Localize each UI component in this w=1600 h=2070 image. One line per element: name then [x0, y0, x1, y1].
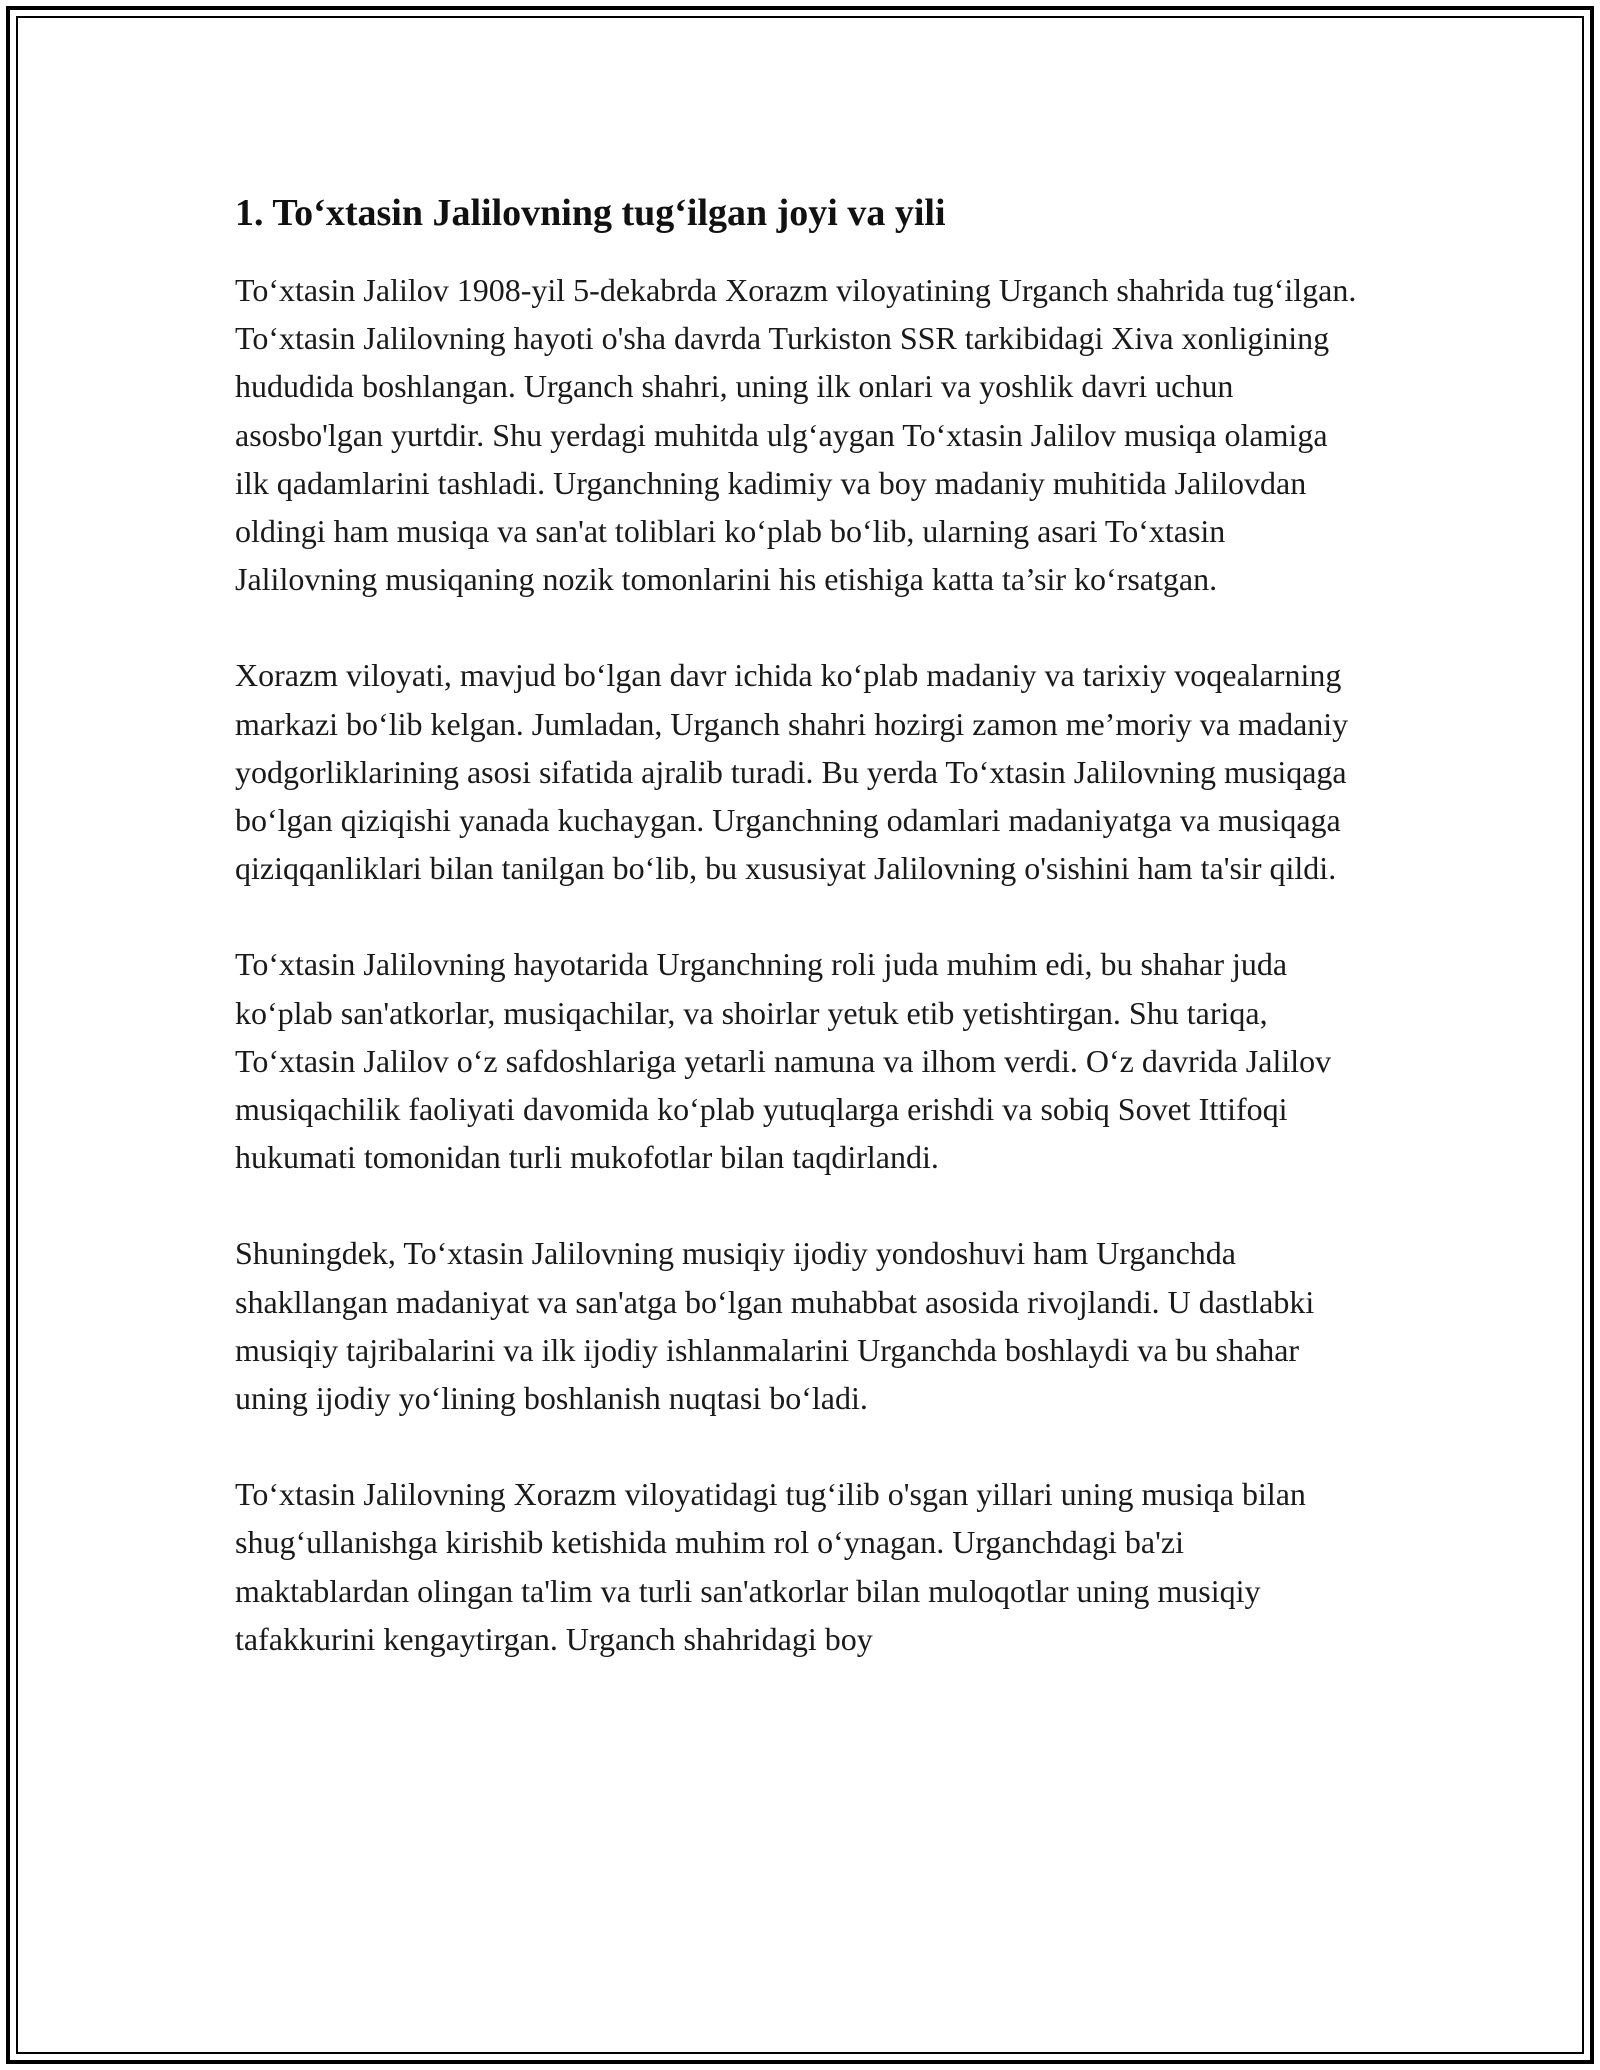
paragraph-khorezm-region: Xorazm viloyati, mavjud bo‘lgan davr ichida ko‘plab madaniy va tarixiy voqealarning markazi bo‘lib kelgan. Jumladan, Urganch shahri hozirgi zamon me’moriy va madaniy yodgorliklarining asosi sifatida ajralib turadi. Bu yerda To‘xtasin Jalilovning musiqaga bo‘lgan qiziqishi yanada kuchaygan. Urganchning odamlari madaniyatga va musiqaga qiziqqanliklari bilan tanilgan bo‘lib, bu xususiyat Jalilovning o'sishini ham ta'sir qildi.: [235, 657, 1349, 887]
section-heading: 1. To‘xtasin Jalilovning tug‘ilgan joyi va yili: [235, 192, 946, 234]
paragraph-urgench-role: To‘xtasin Jalilovning hayotarida Urganchning roli juda muhim edi, bu shahar juda ko‘plab san'atkorlar, musiqachilar, va shoirlar yetuk etib yetishtirgan. Shu tariqa, To‘xtasin Jalilov o‘z safdoshlariga yetarli namuna va ilhom verdi. O‘z davrida Jalilov musiqachilik faoliyati davomida ko‘plab yutuqlarga erishdi va sobiq Sovet Ittifoqi hukumati tomonidan turli mukofotlar bilan taqdirlandi.: [235, 946, 1332, 1176]
paragraph-birthplace: To‘xtasin Jalilov 1908-yil 5-dekabrda Xorazm viloyatining Urganch shahrida tug‘ilgan. To‘xtasin Jalilovning hayoti o'sha davrda Turkiston SSR tarkibidagi Xiva xonligining hududida boshlangan. Urganch shahri, uning ilk onlari va yoshlik davri uchun asosbo'lgan yurtdir. Shu yerdagi muhitda ulg‘aygan To‘xtasin Jalilov musiqa olamiga ilk qadamlarini tashladi. Urganchning kadimiy va boy madaniy muhitida Jalilovdan oldingi ham musiqa va san'at toliblari ko‘plab bo‘lib, ularning asari To‘xtasin Jalilovning musiqaning nozik tomonlarini his etishiga katta ta’sir ko‘rsatgan.: [235, 272, 1357, 598]
paragraph-early-years: To‘xtasin Jalilovning Xorazm viloyatidagi tug‘ilib o'sgan yillari uning musiqa bilan shug‘ullanishga kirishib ketishida muhim rol o‘ynagan. Urganchdagi ba'zi maktablardan olingan ta'lim va turli san'atkorlar bilan muloqotlar uning musiqiy tafakkurini kengaytirgan. Urganch shahridagi boy: [235, 1476, 1306, 1657]
paragraph-creative-approach: Shuningdek, To‘xtasin Jalilovning musiqiy ijodiy yondoshuvi ham Urganchda shakllangan madaniyat va san'atga bo‘lgan muhabbat asosida rivojlandi. U dastlabki musiqiy tajribalarini va ilk ijodiy ishlanmalarini Urganchda boshlaydi va bu shahar uning ijodiy yo‘lining boshlanish nuqtasi bo‘ladi.: [235, 1235, 1315, 1417]
document-body: [235, 190, 1365, 1711]
